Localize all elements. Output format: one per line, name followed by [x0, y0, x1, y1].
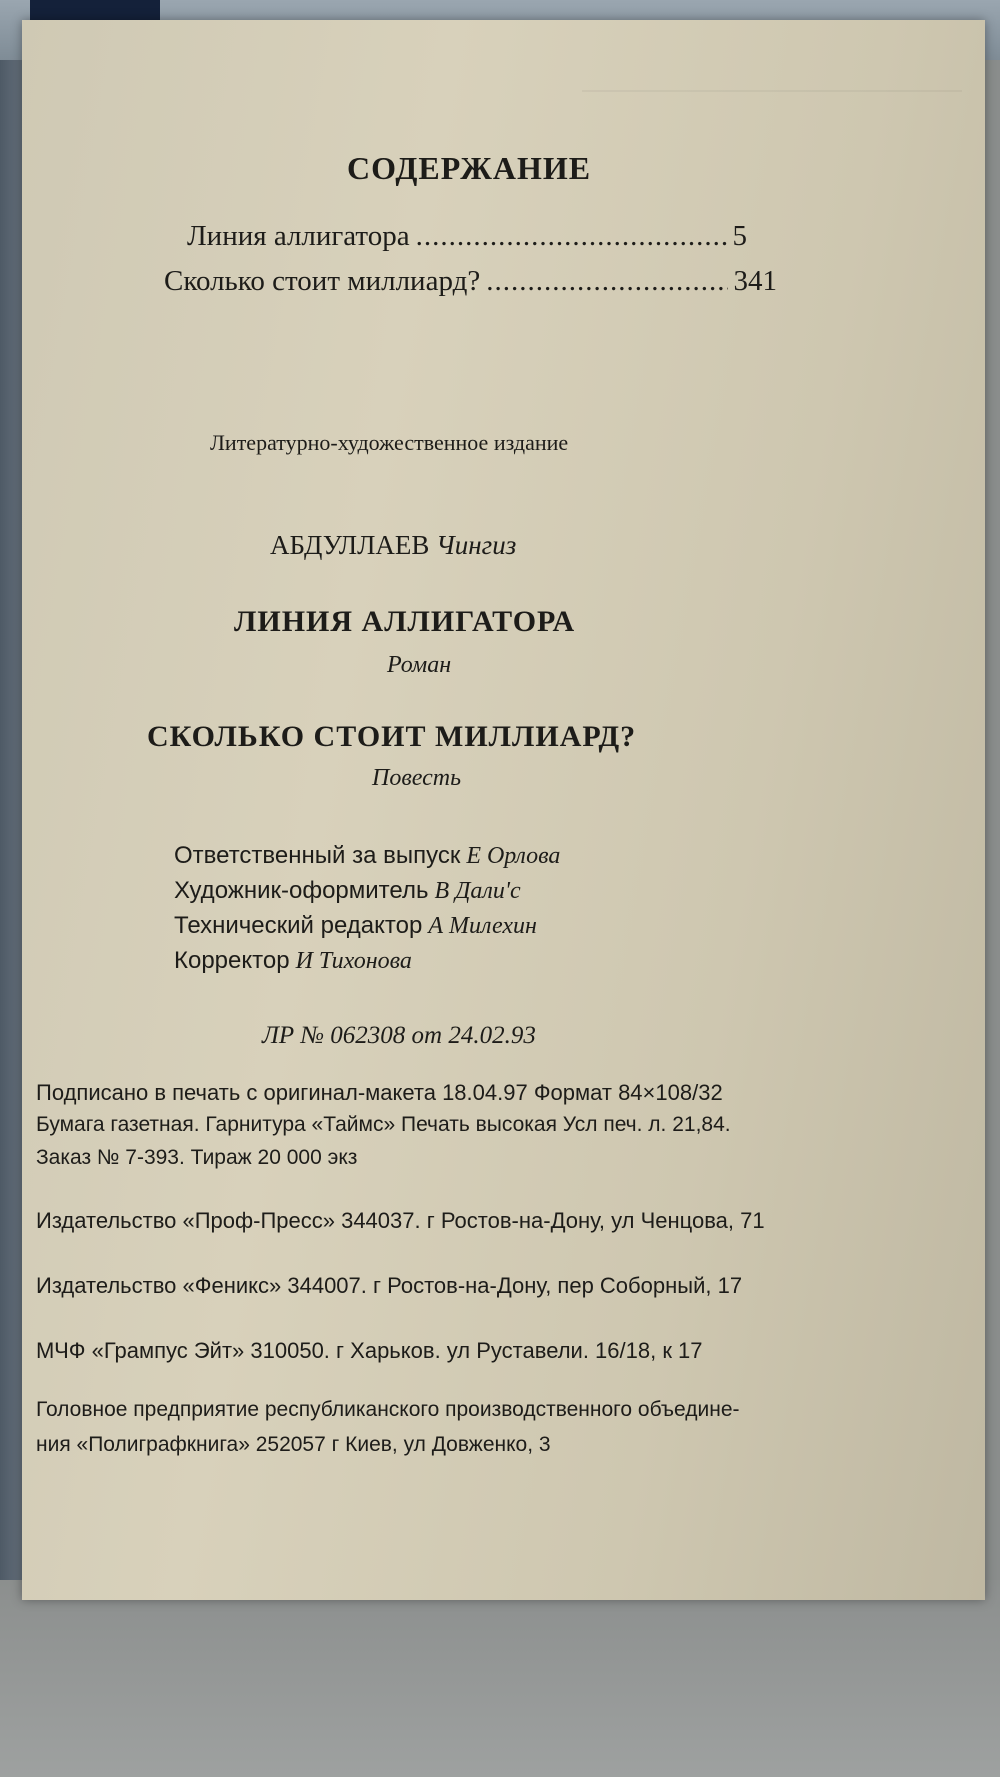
credit-role: Художник-оформитель: [174, 877, 429, 904]
toc-entry[interactable]: [164, 265, 777, 298]
credit-line: [174, 842, 560, 870]
author-surname: АБДУЛЛАЕВ: [270, 530, 430, 560]
toc-entry-title: Линия аллигатора: [187, 220, 410, 252]
book-page: [22, 20, 985, 1600]
toc-entry-page: 341: [733, 265, 777, 297]
credit-role: Ответственный за выпуск: [174, 842, 461, 869]
toc-entry-page: 5: [732, 220, 747, 252]
toc-leader-dots: [416, 220, 727, 253]
credit-person: И Тихонова: [295, 948, 412, 974]
credit-role: Технический редактор: [174, 912, 423, 939]
work-title: СКОЛЬКО СТОИТ МИЛЛИАРД?: [147, 720, 637, 753]
work-title: ЛИНИЯ АЛЛИГАТОРА: [234, 605, 576, 638]
printer-line: ния «Полиграфкнига» 252057 г Киев, ул Довженко, 3: [36, 1433, 551, 1456]
printer-line: Головное предприятие республиканского производственного объедине-: [36, 1398, 740, 1421]
credit-person: В Дали'с: [434, 878, 521, 904]
credit-line: [174, 912, 537, 940]
toc-entry[interactable]: [187, 220, 747, 253]
edition-type: Литературно-художественное издание: [210, 430, 569, 455]
print-info-line: Подписано в печать с оригинал-макета 18.04.97 Формат 84×108/32: [36, 1080, 723, 1105]
author-name: Чингиз: [436, 530, 517, 560]
license-number: ЛР № 062308 от 24.02.93: [262, 1022, 536, 1049]
credit-role: Корректор: [174, 947, 290, 974]
work-genre: Роман: [387, 652, 452, 678]
credit-line: [174, 947, 412, 975]
credit-person: А Милехин: [428, 913, 537, 939]
author-line: [270, 530, 516, 561]
publisher-line: МЧФ «Грампус Эйт» 310050. г Харьков. ул Руставели. 16/18, к 17: [36, 1338, 703, 1363]
publisher-line: Издательство «Проф-Пресс» 344037. г Ростов-на-Дону, ул Ченцова, 71: [36, 1208, 765, 1233]
credit-person: Е Орлова: [466, 843, 561, 869]
credit-line: [174, 877, 521, 905]
publisher-line: Издательство «Феникс» 344007. г Ростов-на-Дону, пер Соборный, 17: [36, 1273, 743, 1298]
show-through-texture: [582, 90, 962, 212]
work-genre: Повесть: [372, 765, 461, 791]
contents-heading: СОДЕРЖАНИЕ: [347, 150, 592, 186]
toc-leader-dots: [486, 265, 727, 298]
print-info-line: Бумага газетная. Гарнитура «Таймс» Печать высокая Усл печ. л. 21,84.: [36, 1113, 731, 1136]
table-surface: [0, 1580, 1000, 1777]
toc-entry-title: Сколько стоит миллиард?: [164, 265, 481, 297]
print-info-line: Заказ № 7-393. Тираж 20 000 экз: [36, 1146, 358, 1169]
